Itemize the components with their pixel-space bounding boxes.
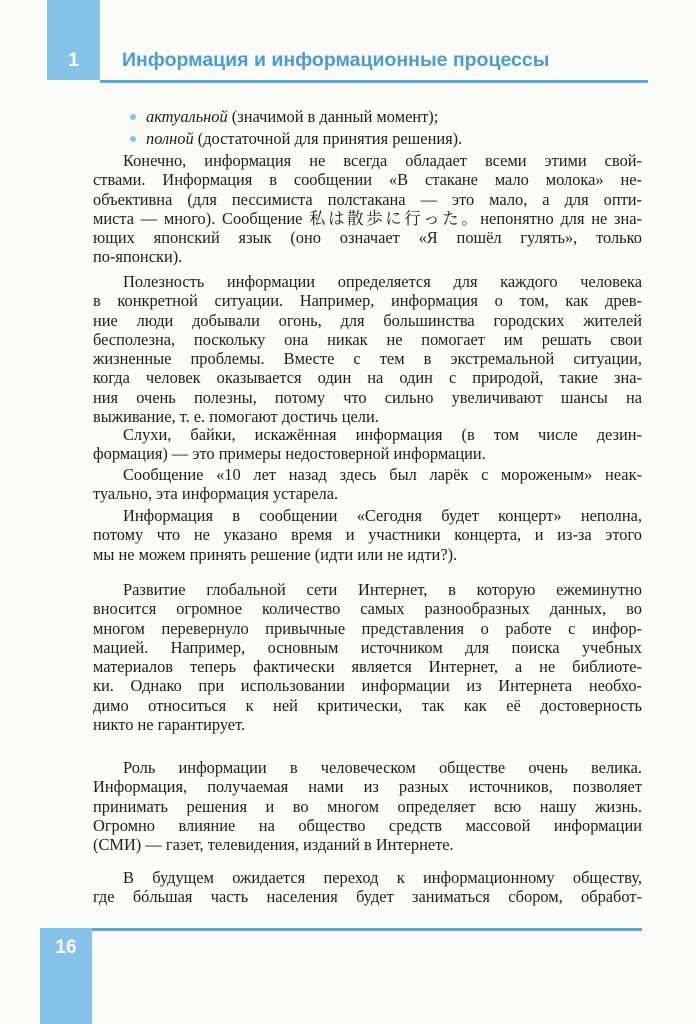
text-line: димо относиться к ней критически, так как её достоверность [93, 695, 642, 715]
text-line: Огромно влияние на общество средств массовой информации [93, 815, 642, 835]
text-line: Конечно, информация не всегда обладает всеми этими свой- [123, 151, 642, 170]
text-line: Роль информации в человеческом обществе очень велика. [123, 758, 642, 777]
bullet-term: актуальной [146, 107, 228, 126]
text-line: ющих японский язык (оно означает «Я пошёл гулять», только [93, 228, 642, 248]
paragraph [93, 465, 642, 504]
page-number-tab [40, 928, 92, 1024]
text-line: миста — много). Сообщение 私は散歩に行った。непонятно для не зна- [93, 208, 642, 228]
text-line: туально, эта информация устарела. [93, 484, 339, 504]
text-line: мы не можем принять решение (идти или не идти?). [93, 544, 458, 564]
bullet-item [93, 107, 642, 126]
text-line: выживание, т. е. помогают достичь цели. [93, 407, 379, 427]
text-line: многом перевернуло привычные представления о работе с инфор- [93, 618, 642, 638]
text-line: ствами. Информация в сообщении «В стакане мало молока» не- [93, 170, 642, 190]
text-line: потому что не указано время и участники концерта, и из-за этого [93, 525, 642, 545]
text-line: ния очень полезны, потому что сильно увеличивают шансы на [93, 387, 642, 407]
paragraph [93, 272, 642, 426]
paragraph [93, 868, 642, 907]
text-line: ние люди добывали огонь, для большинства городских жителей [93, 310, 642, 330]
text-line: Слухи, байки, искажённая информация (в том числе дезин- [123, 425, 642, 444]
bullet-icon [130, 114, 136, 120]
bullet-text: (достаточной для принятия решения). [193, 129, 463, 148]
paragraph [93, 151, 642, 267]
text-line: в конкретной ситуации. Например, информация о том, как древ- [93, 291, 642, 311]
text-line: бесполезна, поскольку она никак не помогает им решать свои [93, 329, 642, 349]
page-number: 16 [55, 937, 77, 958]
text-line: мацией. Например, основным источником для поиска учебных [93, 637, 642, 657]
text-line: формация) — это примеры недостоверной информации. [93, 444, 486, 464]
bullet-term: полной [146, 129, 194, 148]
text-line: Информация в сообщении «Сегодня будет концерт» неполна, [123, 506, 642, 525]
text-line: принимать решения и во многом определяет всю нашу жизнь. [93, 796, 642, 816]
header-divider [100, 80, 648, 83]
text-line: вносится огромное количество самых разнообразных данных, во [93, 599, 642, 619]
chapter-number: 1 [68, 50, 79, 71]
text-line: Полезность информации определяется для каждого человека [123, 272, 642, 291]
text-line: где бóльшая часть населения будет заниматься сбором, обработ- [93, 887, 642, 907]
text-line: Информация, получаемая нами из разных источников, позволяет [93, 777, 642, 797]
bullet-text: (значимой в данный момент); [227, 107, 439, 126]
chapter-title: Информация и информационные процессы [122, 49, 550, 71]
footer-divider [92, 928, 642, 931]
paragraph [93, 758, 642, 854]
bullet-icon [130, 136, 136, 142]
text-line: ки. Однако при использовании информации из Интернета необхо- [93, 676, 642, 696]
paragraph [93, 425, 642, 464]
text-line: никто не гарантирует. [93, 715, 246, 735]
paragraph [93, 506, 642, 564]
text-line: объективна (для пессимиста полстакана — это мало, а для опти- [93, 189, 642, 209]
text-line: Сообщение «10 лет назад здесь был ларёк с мороженым» неак- [123, 465, 642, 484]
text-line: когда человек оказывается один на один с природой, такие зна- [93, 368, 642, 388]
text-line: Развитие глобальной сети Интернет, в которую ежеминутно [123, 580, 642, 599]
text-line: жизненные проблемы. Вместе с тем в экстремальной ситуации, [93, 349, 642, 369]
bullet-item [93, 129, 642, 148]
text-line: (СМИ) — газет, телевидения, изданий в Интернете. [93, 835, 454, 855]
text-line: материалов теперь фактически является Интернет, а не библиоте- [93, 657, 642, 677]
text-line: В будущем ожидается переход к информационному обществу, [123, 868, 642, 887]
chapter-tab [47, 0, 100, 80]
paragraph [93, 580, 642, 734]
text-line: по-японски). [93, 247, 183, 267]
